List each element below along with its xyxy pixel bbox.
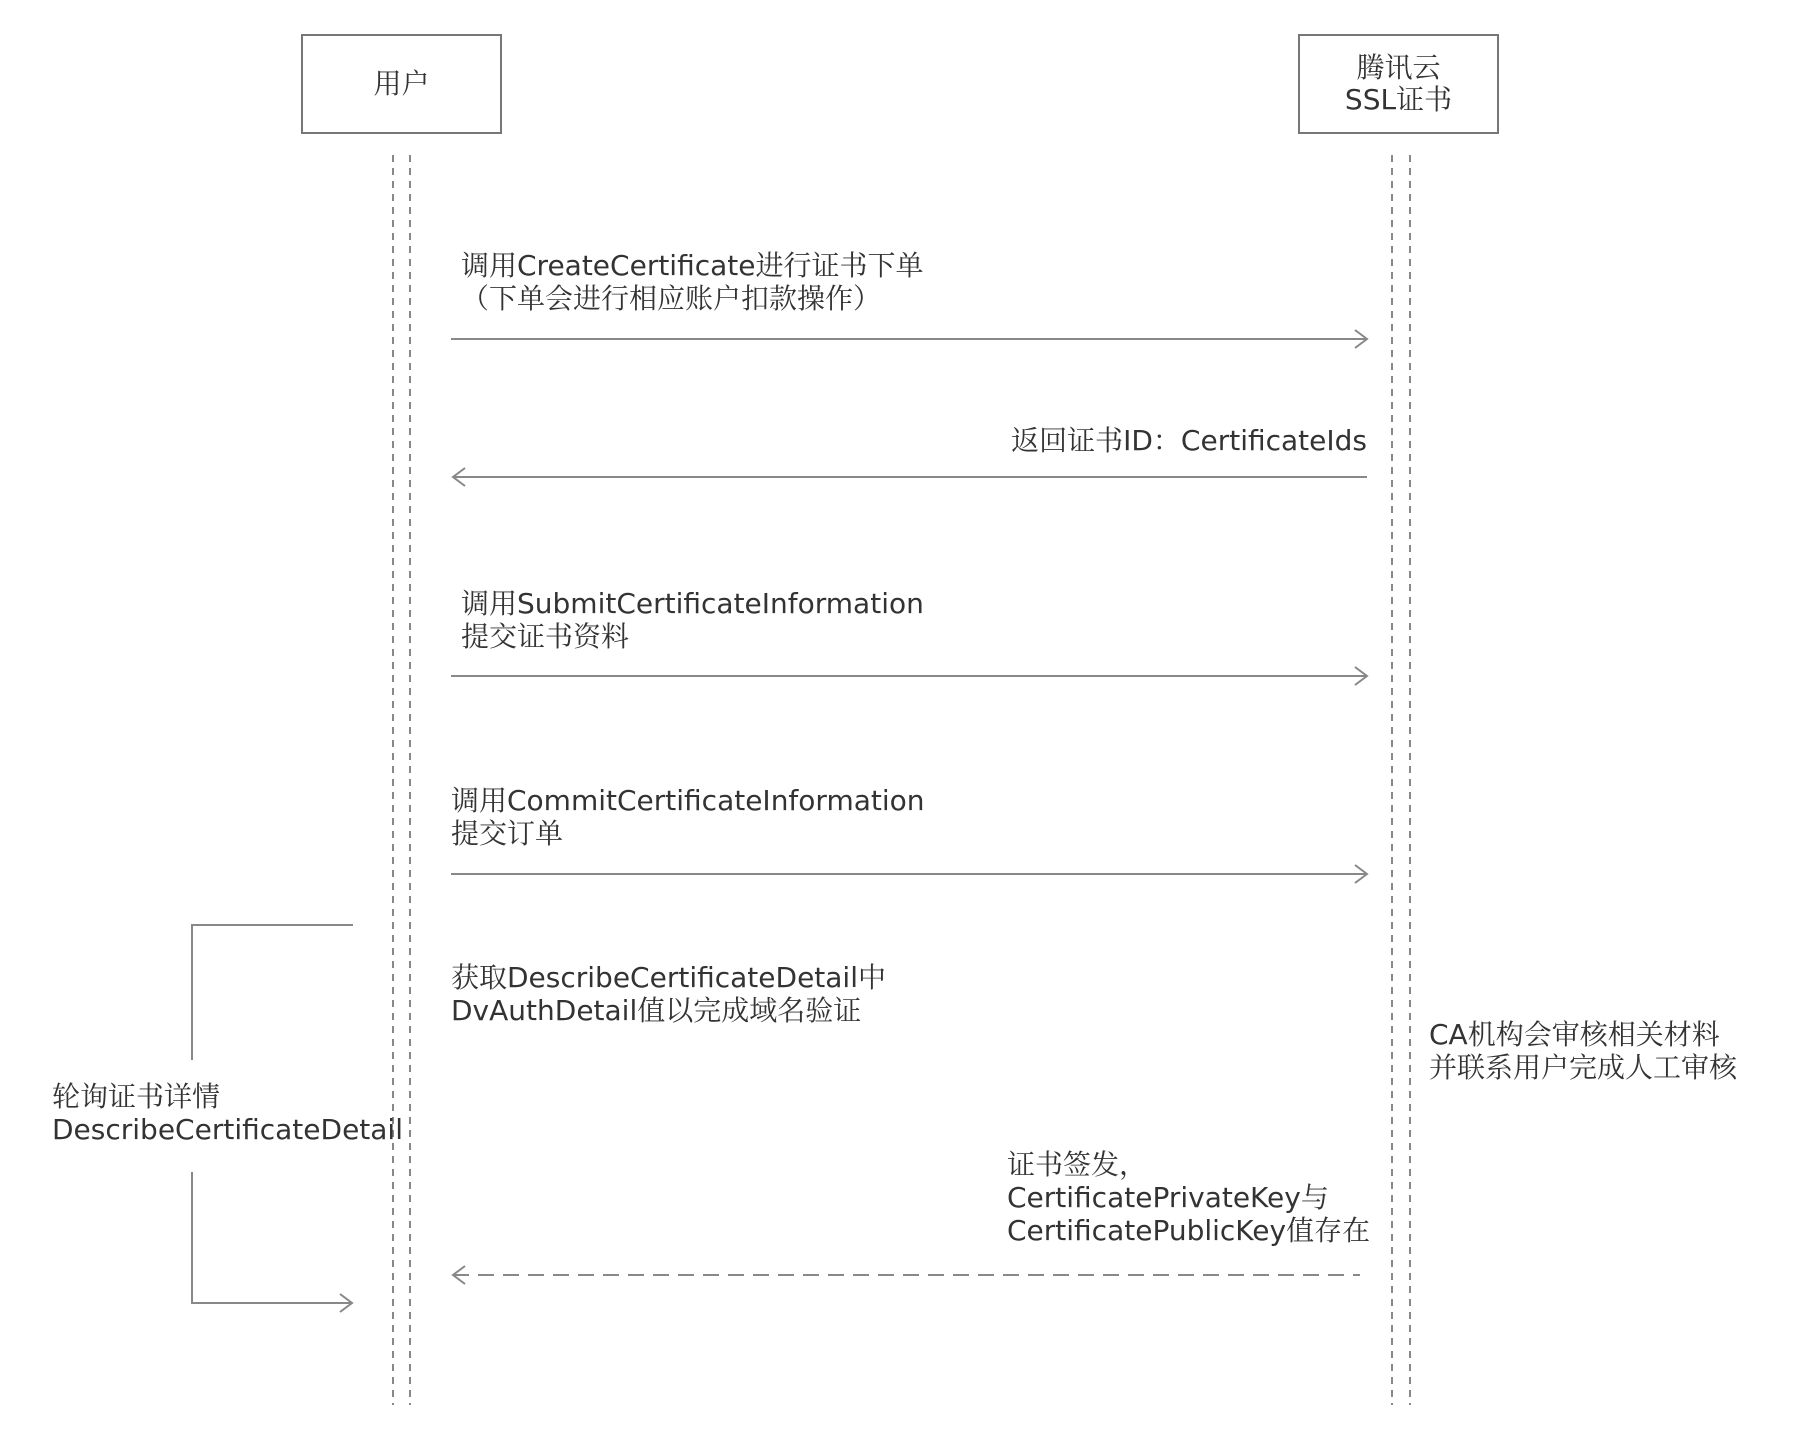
- message-label-line: 返回证书ID：CertificateIds: [1011, 424, 1367, 457]
- lifeline-tencent: [1392, 155, 1410, 1405]
- message-label-line: 提交证书资料: [461, 620, 630, 653]
- message-label-line: 调用CreateCertificate进行证书下单: [461, 249, 924, 282]
- message-label-commit-information: [451, 784, 925, 850]
- participant-user-label: 用户: [373, 67, 430, 100]
- message-label-line: 获取DescribeCertificateDetail中: [451, 961, 886, 994]
- message-arrow-create-certificate: [451, 330, 1367, 348]
- message-label-line: CertificatePrivateKey与: [1007, 1181, 1329, 1214]
- message-arrow-certificate-issued: [453, 1266, 1360, 1284]
- message-label-certificate-issued: [1007, 1148, 1370, 1247]
- polling-label: [52, 1080, 403, 1146]
- participant-user: [301, 34, 502, 134]
- message-label-line: 调用SubmitCertificateInformation: [461, 587, 924, 620]
- message-label-line: CertificatePublicKey值存在: [1007, 1214, 1371, 1247]
- ca-review-note: [1429, 1018, 1737, 1084]
- polling-label-line: DescribeCertificateDetail: [52, 1113, 403, 1146]
- participant-tencent-line2: SSL证书: [1344, 83, 1453, 116]
- message-label-line: 证书签发，: [1007, 1148, 1148, 1181]
- message-label-submit-information: [461, 587, 924, 653]
- message-arrow-submit-information: [451, 667, 1367, 685]
- message-label-line: 调用CommitCertificateInformation: [451, 784, 925, 817]
- message-label-domain-validation: [451, 961, 886, 1027]
- message-label-line: 提交订单: [451, 817, 564, 850]
- message-label-create-certificate: [461, 249, 923, 315]
- ca-review-note-line: CA机构会审核相关材料: [1429, 1018, 1720, 1051]
- message-arrow-commit-information: [451, 865, 1367, 883]
- ca-review-note-line: 并联系用户完成人工审核: [1429, 1051, 1738, 1084]
- participant-tencent-line1: 腾讯云: [1356, 51, 1441, 84]
- message-label-return-certificate-ids: [1011, 424, 1367, 457]
- lifeline-user: [393, 155, 410, 1405]
- participant-tencent-ssl: [1298, 34, 1499, 134]
- message-label-line: （下单会进行相应账户扣款操作）: [461, 282, 882, 315]
- message-arrow-return-certificate-ids: [453, 468, 1367, 486]
- message-label-line: DvAuthDetail值以完成域名验证: [451, 994, 862, 1027]
- polling-label-line: 轮询证书详情: [52, 1080, 221, 1113]
